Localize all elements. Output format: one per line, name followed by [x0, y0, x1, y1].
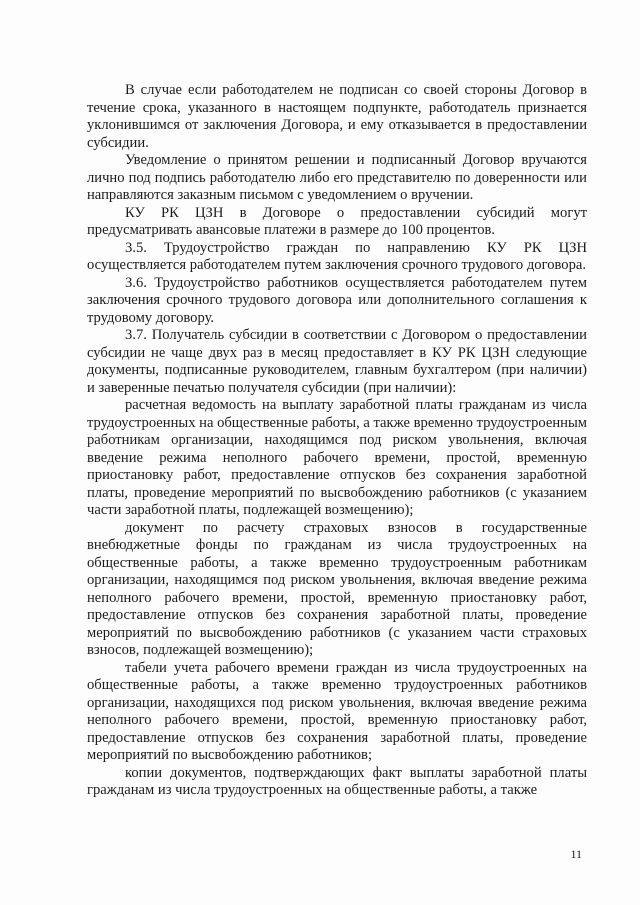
document-body — [87, 82, 587, 800]
paragraph: В случае если работодателем не подписан со своей стороны Договор в течение срока, указанного в настоящем подпункте, работодатель признается уклонившимся от заключения Договора, и ему отказывается в предоставлении субсидии. — [87, 82, 587, 151]
page-number: 11 — [570, 847, 582, 861]
paragraph: 3.5. Трудоустройство граждан по направлению КУ РК ЦЗН осуществляется работодателем путем заключения срочного трудового договора. — [87, 239, 587, 273]
paragraph: Уведомление о принятом решении и подписанный Договор вручаются лично под подпись работодателю либо его представителю по доверенности или направляются заказным письмом с уведомлением о вручении. — [87, 152, 587, 203]
paragraph: табели учета рабочего времени граждан из числа трудоустроенных на общественные работы, а также временно трудоустроенных работников организации, находящихся под риском увольнения, включая введение режима неполного рабочего времени, простой, временную приостановку работ, предоставление отпусков без сохранения заработной платы, проведение мероприятий по высвобождению работников; — [87, 659, 587, 763]
paragraph: документ по расчету страховых взносов в государственные внебюджетные фонды по гражданам из числа трудоустроенных на общественные работы, а также временно трудоустроенным работникам организации, находящимся под риском увольнения, включая введение режима неполного рабочего времени, простой, временную приостановку работ, предоставление отпусков без сохранения заработной платы, проведение мероприятий по высвобождению работников (с указанием части страховых взносов, подлежащей возмещению); — [87, 519, 587, 658]
paragraph: КУ РК ЦЗН в Договоре о предоставлении субсидий могут предусматривать авансовые платежи в размере до 100 процентов. — [87, 204, 587, 238]
paragraph: расчетная ведомость на выплату заработной платы гражданам из числа трудоустроенных на общественные работы, а также временно трудоустроенным работникам организации, находящимся под риском увольнения, включая введение режима неполного рабочего времени, простой, временную приостановку работ, предоставление отпусков без сохранения заработной платы, проведение мероприятий по высвобождению работников (с указанием части заработной платы, подлежащей возмещению); — [87, 397, 588, 518]
paragraph: 3.7. Получатель субсидии в соответствии с Договором о предоставлении субсидии не чаще двух раз в месяц предоставляет в КУ РК ЦЗН следующие документы, подписанные руководителем, главным бухгалтером (при наличии) и заверенные печатью получателя субсидии (при наличии): — [87, 327, 587, 396]
paragraph: копии документов, подтверждающих факт выплаты заработной платы гражданам из числа трудоустроенных на общественные работы, а также — [87, 764, 587, 798]
paragraph: 3.6. Трудоустройство работников осуществляется работодателем путем заключения срочного трудового договора или дополнительного соглашения к трудовому договору. — [87, 274, 587, 326]
